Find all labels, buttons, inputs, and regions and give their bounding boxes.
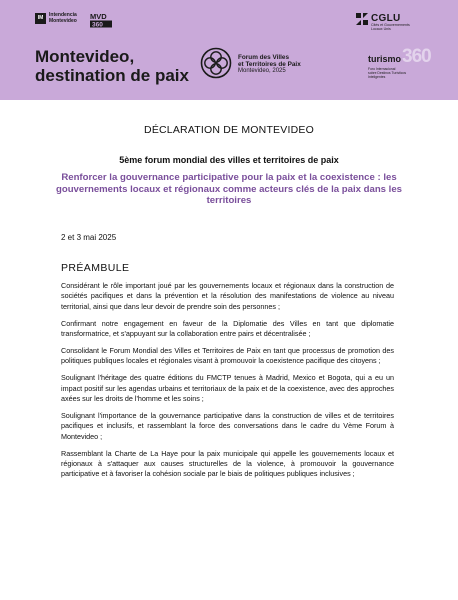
turismo-sub-line3: Inteligentes	[368, 75, 386, 79]
intendencia-emblem-icon	[35, 13, 46, 24]
preamble-paragraph: Considérant le rôle important joué par les gouvernements locaux et régionaux dans la construction de sociétés pacifiques et dans la prévention et la résolution des manifestations de violence au niveau territorial, ainsi que dans leur devoir de prendre soin des personnes ;	[61, 281, 394, 311]
document-title: DÉCLARATION DE MONTEVIDEO	[144, 124, 314, 136]
preamble-paragraph: Consolidant le Forum Mondial des Villes et Territoires de Paix en tant que processus de promotion des politiques publiques locales et régionales visant à promouvoir la coexistence pacifique des citoyens ;	[61, 346, 394, 366]
turismo-sub-line1: Foro Internacional	[368, 67, 396, 71]
section-heading-preamble: PRÉAMBULE	[61, 262, 130, 274]
preamble-paragraph: Confirmant notre engagement en faveur de la Diplomatie des Villes en tant que diplomatie transformatrice, et s'appuyant sur la collaboration entre pairs et décentralisée ;	[61, 318, 394, 338]
intendencia-logo	[35, 13, 77, 24]
turismo-number: 360	[402, 46, 431, 67]
turismo-sub-line2: sobre Destinos Turísticos	[368, 71, 407, 75]
preamble-paragraph: Rassemblant la Charte de La Haye pour la paix municipale qui appelle les gouvernements locaux et régionaux à s'attaquer aux causes structurelles de la violence, à promouvoir la gouvernance participative et à favoriser la cohésion sociale par le biais de politiques publiques inclusives ;	[61, 448, 394, 479]
preamble-paragraph: Soulignant l'héritage des quatre éditions du FMCTP tenues à Madrid, Mexico et Bogota, qui a eu un impact positif sur les agendas urbains et territoriaux de la paix et de la coexistence, avec des approches axées sur les droits de l'homme et les soins ;	[61, 373, 394, 404]
preamble-body	[61, 281, 394, 487]
banner-title-line1: Montevideo,	[35, 47, 135, 66]
cglu-name: CGLU	[371, 13, 401, 24]
header-banner	[0, 0, 458, 100]
forum-line1: Forum des Villes	[238, 54, 290, 61]
intendencia-line2: Montevideo	[49, 17, 77, 24]
preamble-paragraph: Soulignant l'importance de la gouvernance participative dans la construction de villes et de territoires pacifiques et inclusifs, et rassemblant la force des conversations dans le cadre du Vème Forum à Montevideo ;	[61, 411, 394, 441]
banner-title-line2: destination de paix	[35, 66, 189, 85]
forum-line3: Montevideo, 2025	[238, 68, 286, 74]
forum-text	[238, 54, 301, 75]
forum-emblem-icon	[200, 47, 232, 79]
forum-line2: et Territoires de Paix	[238, 61, 301, 68]
banner-title	[35, 47, 189, 85]
intendencia-emblem-mark: IM	[37, 15, 44, 21]
turismo-word: turismo	[368, 54, 402, 64]
cglu-sub-line2: Locaux Unis	[371, 27, 391, 32]
intendencia-line1: Intendencia	[49, 12, 77, 18]
cglu-sub-line1: Cités et Gouvernements	[371, 23, 410, 27]
cglu-icon	[356, 13, 368, 25]
cglu-logo	[356, 13, 410, 31]
document-heading: Renforcer la gouvernance participative pour la paix et la coexistence : les gouvernements locaux et régionaux comme acteurs clés de la paix dans les territoires	[55, 172, 403, 206]
document-date: 2 et 3 mai 2025	[61, 233, 117, 242]
mvd360-logo	[90, 12, 112, 33]
mvd360-bottom-text: 360	[92, 21, 103, 28]
mvd360-top-text: MVD	[90, 12, 107, 21]
document-subtitle: 5ème forum mondial des villes et territoires de paix	[119, 155, 339, 165]
